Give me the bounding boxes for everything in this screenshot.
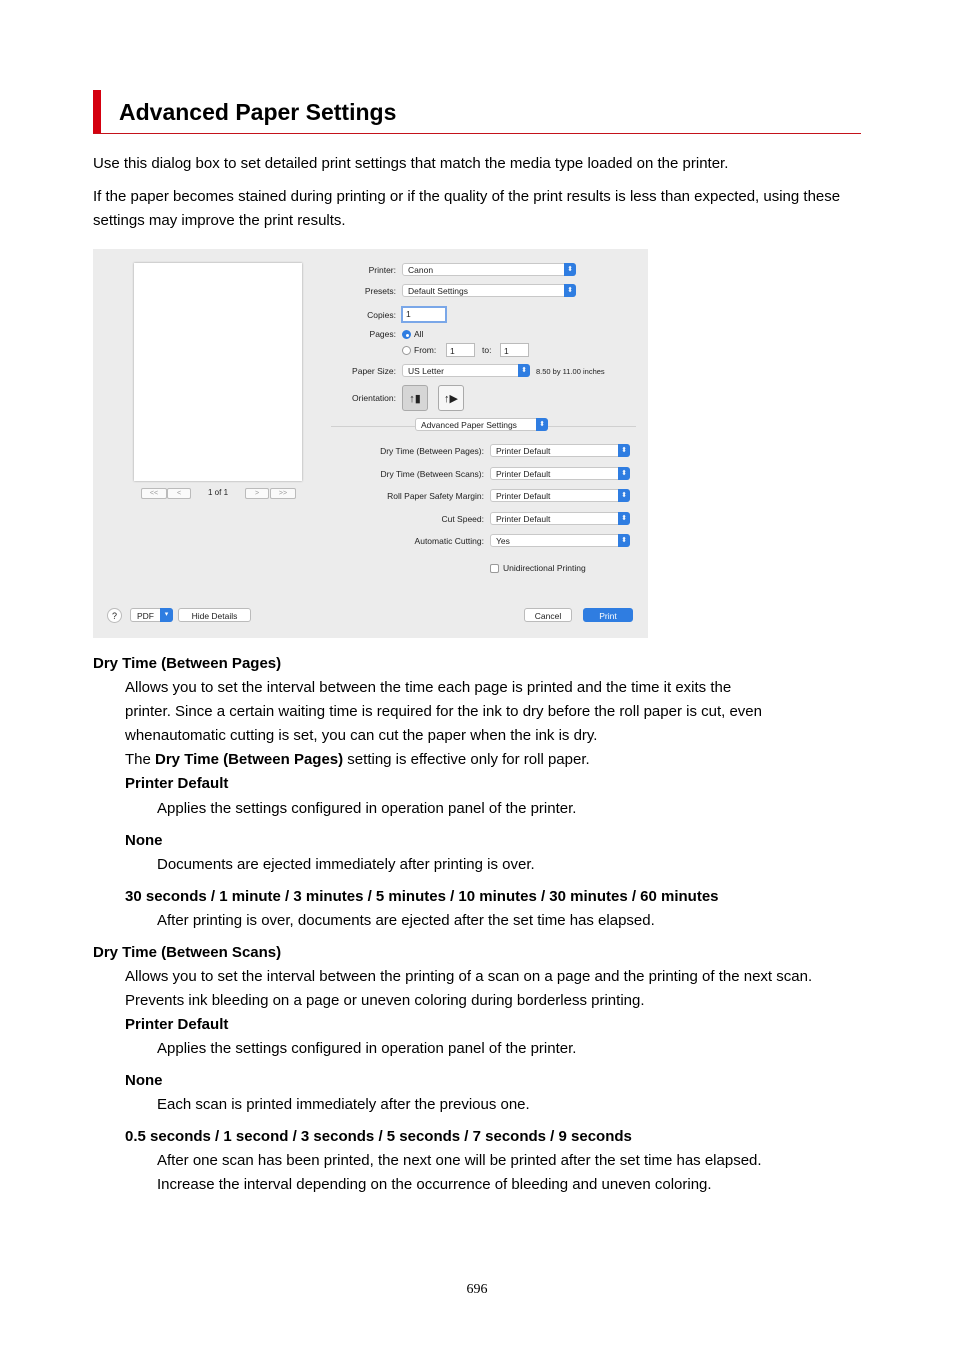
first-page-button[interactable]: << xyxy=(141,488,167,499)
chevron-updown-icon: ⬍ xyxy=(536,418,548,431)
prev-page-button[interactable]: < xyxy=(167,488,191,499)
pdf-label: PDF xyxy=(137,611,154,621)
pages-label: Pages: xyxy=(369,329,396,339)
scan-option-printer-default-desc: Applies the settings configured in operation panel of the printer. xyxy=(157,1040,577,1057)
chevron-updown-icon: ⬍ xyxy=(564,263,576,276)
unidirectional-checkbox[interactable] xyxy=(490,564,499,573)
print-preview xyxy=(134,263,302,481)
presets-label: Presets: xyxy=(364,286,396,296)
section-value: Advanced Paper Settings xyxy=(421,420,517,430)
dry-time-scans-select[interactable] xyxy=(490,467,630,480)
page-heading xyxy=(93,90,861,134)
section-select[interactable] xyxy=(415,418,548,431)
note-suffix: setting is effective only for roll paper. xyxy=(343,751,590,768)
dry-time-pages-desc-2: printer. Since a certain waiting time is required for the ink to dry before the roll paper is cut, even xyxy=(125,703,762,720)
chevron-updown-icon: ⬍ xyxy=(618,512,630,525)
pages-from-input[interactable]: 1 xyxy=(446,343,475,357)
help-icon[interactable]: ? xyxy=(107,608,122,623)
presets-select[interactable] xyxy=(402,284,576,297)
roll-paper-margin-select[interactable] xyxy=(490,489,630,502)
chevron-updown-icon: ⬍ xyxy=(518,364,530,377)
paper-size-value: US Letter xyxy=(408,366,444,376)
print-button[interactable]: Print xyxy=(583,608,633,622)
note-bold: Dry Time (Between Pages) xyxy=(155,751,344,768)
unidirectional-label: Unidirectional Printing xyxy=(503,563,586,573)
hide-details-button[interactable]: Hide Details xyxy=(178,608,251,622)
automatic-cutting-select[interactable] xyxy=(490,534,630,547)
next-page-button[interactable]: > xyxy=(245,488,269,499)
cut-speed-value: Printer Default xyxy=(496,514,551,524)
chevron-updown-icon: ⬍ xyxy=(618,444,630,457)
chevron-updown-icon: ⬍ xyxy=(618,489,630,502)
chevron-down-icon: ▾ xyxy=(160,608,173,622)
presets-value: Default Settings xyxy=(408,286,469,296)
pages-to-label: to: xyxy=(482,345,492,355)
dry-time-pages-desc-1: Allows you to set the interval between the time each page is printed and the time it exits the xyxy=(125,679,732,696)
dry-time-scans-value: Printer Default xyxy=(496,469,551,479)
intro-paragraph-1: Use this dialog box to set detailed print settings that match the media type loaded on the printer. xyxy=(93,155,729,172)
printer-value: Canon xyxy=(408,265,434,275)
printer-label: Printer: xyxy=(368,265,396,275)
copies-label: Copies: xyxy=(367,310,396,320)
dry-time-pages-desc-3: whenautomatic cutting is set, you can cut the paper when the ink is dry. xyxy=(125,727,598,744)
pages-all-radio[interactable] xyxy=(402,330,411,339)
cut-speed-label: Cut Speed: xyxy=(441,514,484,524)
pages-all-label: All xyxy=(414,329,424,339)
landscape-orientation-icon[interactable]: ↑▶ xyxy=(438,385,464,411)
note-prefix: The xyxy=(125,751,156,768)
intro-paragraph-2: If the paper becomes stained during printing or if the quality of the print results is less than expected, using these settings may improve the print results. xyxy=(93,188,841,229)
dry-time-scans-desc-2: Prevents ink bleeding on a page or uneven coloring during borderless printing. xyxy=(125,992,645,1009)
portrait-orientation-icon[interactable]: ↑▮ xyxy=(402,385,428,411)
scan-option-times-desc-1: After one scan has been printed, the next one will be printed after the set time has elapsed. xyxy=(157,1152,762,1169)
page-title: Advanced Paper Settings xyxy=(119,99,397,125)
pages-from-radio[interactable] xyxy=(402,346,411,355)
pdf-button[interactable] xyxy=(130,608,173,622)
dry-time-scans-label: Dry Time (Between Scans): xyxy=(380,469,484,479)
printer-select[interactable] xyxy=(402,263,576,276)
dry-time-scans-heading: Dry Time (Between Scans) xyxy=(93,944,282,961)
paper-size-label: Paper Size: xyxy=(352,366,396,376)
paper-size-dims: 8.50 by 11.00 inches xyxy=(536,367,605,376)
print-dialog xyxy=(93,249,648,638)
chevron-updown-icon: ⬍ xyxy=(564,284,576,297)
cancel-button[interactable]: Cancel xyxy=(524,608,572,622)
pages-from-label: From: xyxy=(414,345,437,355)
roll-paper-margin-value: Printer Default xyxy=(496,491,551,501)
chevron-updown-icon: ⬍ xyxy=(618,467,630,480)
automatic-cutting-value: Yes xyxy=(496,536,510,546)
pages-to-input[interactable]: 1 xyxy=(500,343,529,357)
paper-size-select[interactable] xyxy=(402,364,530,377)
page-indicator: 1 of 1 xyxy=(208,488,229,497)
page-number: 696 xyxy=(466,1282,488,1297)
scan-option-times: 0.5 seconds / 1 second / 3 seconds / 5 seconds / 7 seconds / 9 seconds xyxy=(125,1128,632,1145)
orientation-label: Orientation: xyxy=(352,393,396,403)
dry-time-pages-note xyxy=(125,748,590,772)
copies-input[interactable]: 1 xyxy=(401,306,447,323)
option-times-desc: After printing is over, documents are ejected after the set time has elapsed. xyxy=(157,912,655,929)
option-times: 30 seconds / 1 minute / 3 minutes / 5 minutes / 10 minutes / 30 minutes / 60 minutes xyxy=(125,888,719,905)
dry-time-pages-heading: Dry Time (Between Pages) xyxy=(93,655,282,672)
scan-option-times-desc-2: Increase the interval depending on the occurrence of bleeding and uneven coloring. xyxy=(157,1176,712,1193)
last-page-button[interactable]: >> xyxy=(270,488,296,499)
option-printer-default-desc: Applies the settings configured in operation panel of the printer. xyxy=(157,800,577,817)
scan-option-none-desc: Each scan is printed immediately after the previous one. xyxy=(157,1096,530,1113)
dry-time-pages-select[interactable] xyxy=(490,444,630,457)
scan-option-none: None xyxy=(125,1072,163,1089)
dry-time-pages-value: Printer Default xyxy=(496,446,551,456)
dry-time-pages-label: Dry Time (Between Pages): xyxy=(380,446,484,456)
roll-paper-margin-label: Roll Paper Safety Margin: xyxy=(387,491,484,501)
scan-option-printer-default: Printer Default xyxy=(125,1016,229,1033)
cut-speed-select[interactable] xyxy=(490,512,630,525)
chevron-updown-icon: ⬍ xyxy=(618,534,630,547)
option-printer-default: Printer Default xyxy=(125,775,229,792)
automatic-cutting-label: Automatic Cutting: xyxy=(414,536,484,546)
heading-accent-bar xyxy=(93,90,101,133)
dry-time-scans-desc-1: Allows you to set the interval between the printing of a scan on a page and the printing of the next scan. xyxy=(125,968,813,985)
option-none-desc: Documents are ejected immediately after printing is over. xyxy=(157,856,535,873)
option-none: None xyxy=(125,832,163,849)
